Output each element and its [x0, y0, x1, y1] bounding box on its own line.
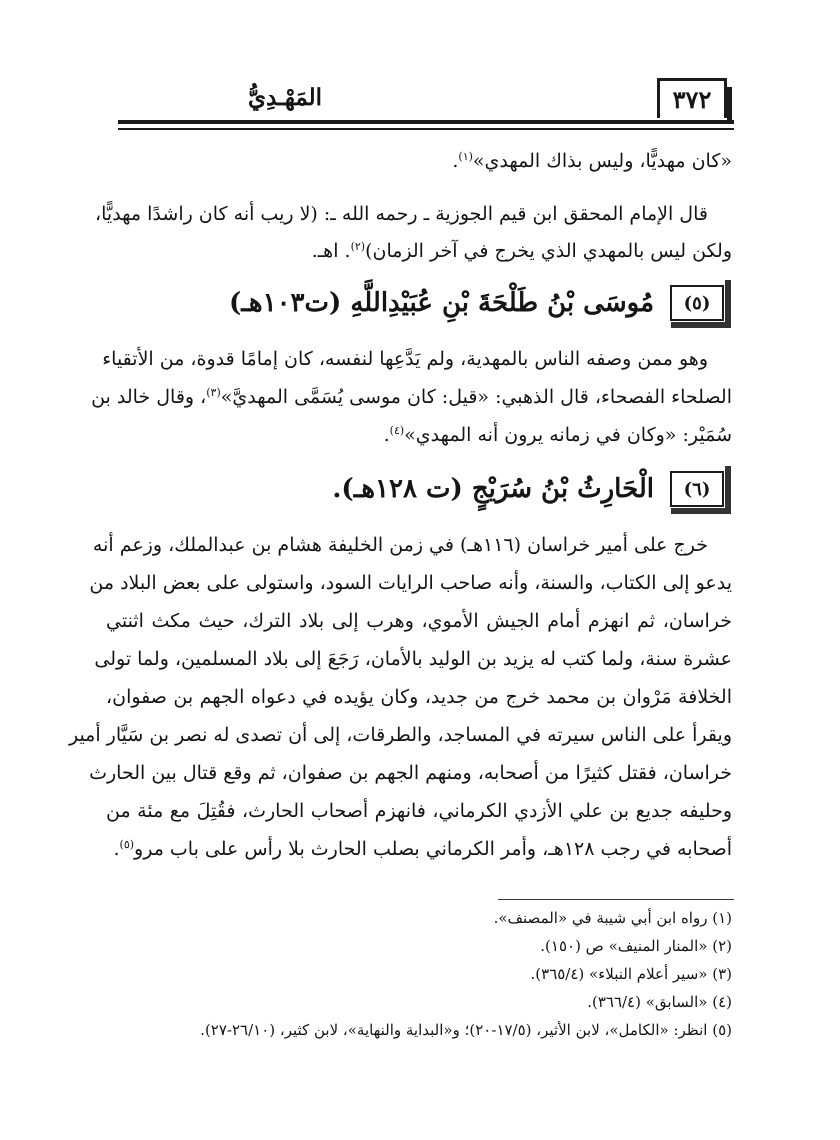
- footnote-separator: [498, 899, 734, 900]
- footnote-3: (٣) «سير أعلام النبلاء» (٣٦٥/٤).: [530, 965, 732, 983]
- page-number: [657, 78, 727, 118]
- section-6-line-8: وحليفه جديع بن علي الأزدي الكرماني، فانهزم أصحاب الحارث، فقُتِلَ مع مئة من: [106, 800, 732, 822]
- section-6-line-1: خرج على أمير خراسان (١١٦هـ) في زمن الخليفة هشام بن عبدالملك، وزعم أنه: [92, 534, 708, 556]
- section-6-title: الْحَارِثُ بْنُ سُرَيْجٍ (ت ١٢٨هـ).: [332, 474, 654, 504]
- footnote-ref-2: (٢): [350, 240, 366, 253]
- section-6-line-4: عشرة سنة، ولما كتب له يزيد بن الوليد بالأمان، رَجَعَ إلى بلاد المسلمين، ولما تولى: [94, 648, 732, 670]
- header-rule-thick: [118, 120, 734, 124]
- footnote-ref-5: (٥): [119, 838, 135, 851]
- header-rule-thin: [118, 128, 734, 130]
- section-6-number-box: (٦): [670, 471, 724, 507]
- footnote-5: (٥) انظر: «الكامل»، لابن الأثير، (١٧/٥-٢٠)؛ و«البداية والنهاية»، لابن كثير، (٢٦/١٠-٢٧).: [200, 1021, 732, 1039]
- section-6-line-9: أصحابه في رجب ١٢٨هـ، وأمر الكرماني بصلب الحارث بلا رأس على باب مرو$^{(٥)}$.: [113, 838, 732, 860]
- section-5-number-box: (٥): [670, 285, 724, 321]
- footnote-ref-3: (٣): [206, 386, 221, 399]
- running-title: المَهْـدِيُّ: [247, 84, 323, 111]
- section-6-line-5: الخلافة مَرْوان بن محمد خرج من جديد، وكان يؤيده في دعواه الجهم بن صفوان،: [106, 686, 732, 708]
- section-6-heading: [106, 464, 732, 514]
- section-6-line-7: خراسان، فقتل كثيرًا من أصحابه، ومنهم الجهم بن صفوان، ثم وقع قتال بين الحارث: [89, 762, 732, 784]
- section-6-line-6: ويقرأ على الناس سيرته في المساجد، والطرقات، إلى أن تصدى له نصر بن سَيَّار أمير: [68, 724, 732, 746]
- section-5-line-2: الصلحاء الفصحاء، قال الذهبي: «قيل: كان موسى يُسَمَّى المهديَّ»$^{(٣)}$، وقال خالد بن: [91, 386, 732, 408]
- footnote-ref-4: (٤): [389, 424, 405, 437]
- intro-line-2: قال الإمام المحقق ابن قيم الجوزية ـ رحمه الله ـ: (لا ريب أنه كان راشدًا مهديًّا،: [94, 203, 708, 225]
- section-5-line-1: وهو ممن وصفه الناس بالمهدية، ولم يَدَّعِها لنفسه، كان إمامًا قدوة، من الأتقياء: [102, 348, 708, 370]
- section-5-line-3: سُمَيْر: «وكان في زمانه يرون أنه المهدي»$^{(٤)}$.: [383, 424, 732, 446]
- intro-line-3: ولكن ليس بالمهدي الذي يخرج في آخر الزمان)$^{(٢)}$. اهـ.: [311, 240, 732, 262]
- section-6-line-3: خراسان، ثم انهزم أمام الجيش الأموي، وهرب إلى بلاد الترك، حيث مكث اثنتي: [106, 610, 732, 632]
- intro-line-1: «كان مهديًّا، وليس بذاك المهدي»$^{(١)}$.: [452, 150, 732, 172]
- footnote-4: (٤) «السابق» (٣٦٦/٤).: [587, 993, 732, 1011]
- footnote-2: (٢) «المنار المنيف» ص (١٥٠).: [540, 937, 732, 955]
- section-5-heading: [106, 278, 732, 328]
- footnote-ref-1: (١): [458, 150, 473, 163]
- section-5-title: مُوسَى بْنُ طَلْحَةَ بْنِ عُبَيْدِاللَّهِ (ت١٠٣هـ): [228, 288, 654, 318]
- page-number-text: ٣٧٢: [672, 85, 712, 114]
- section-6-line-2: يدعو إلى الكتاب، والسنة، وأنه صاحب الرايات السود، واستولى على بعض البلاد من: [89, 572, 732, 594]
- footnote-1: (١) رواه ابن أبي شيبة في «المصنف».: [493, 909, 732, 927]
